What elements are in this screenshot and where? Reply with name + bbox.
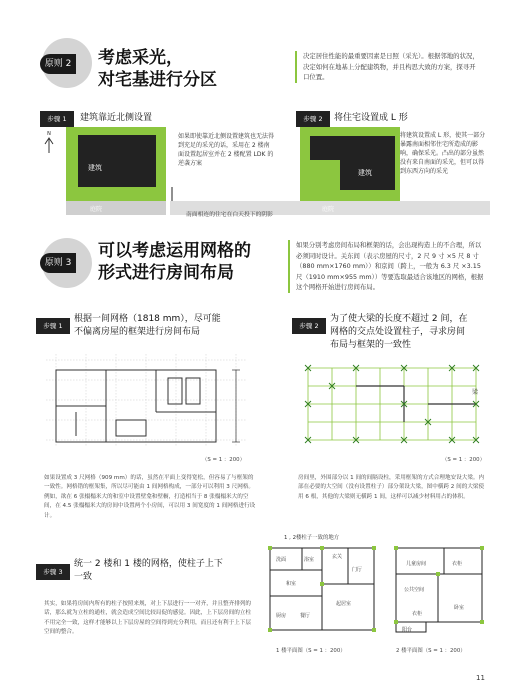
step3-1-title [74,313,264,339]
step3-2-tag: 步骤 2 [292,318,326,334]
step1-building [78,135,156,187]
principle2-title [98,47,288,91]
step1-note: 如果即使靠近北侧设置建筑也无法得到充足的采光的话，采用在 2 楼南面设置起居室并在 2 楼配置 LDK 的逆袭方案 [178,133,275,167]
principle2-desc: 决定居住性能的最重要因素是日照（采光）。根据邻地的状况，决定如何在地基上分配建筑物，并且构思大致的方案，探寻开口位置。 [295,51,480,83]
step3-1-tag: 步骤 1 [36,318,70,334]
room-kids: 儿童房间 [406,561,427,567]
north-arrow-icon [42,137,56,155]
step1-building-label: 建筑 [88,164,102,172]
room-kitchen: 厨房 [276,613,287,619]
principle3-desc: 如果分别考虑房间布局和框架的话，会出现构造上的不合理，所以必须同时设计。关东间（表示房屋的尺寸，2 尺 9 寸 ×5 尺 8 寸（880 mm×1760 mm））和京间（跨上，一般为 6.3 尺 ×3.15 尺（1910 mm×955 mm））等要选取最适合该地区的网格，根据这个网格开始进行房间布局。 [288,240,484,293]
room-entrance: 玄关 [332,554,343,560]
principle2-title-line2: 对宅基进行分区 [98,70,217,90]
plan1-note: 1 , 2楼柱子一致的地方 [284,535,340,541]
step3-2-title-line2: 网格的交点处设置柱子，寻求房间 [330,327,466,337]
room-living: 起居室 [336,601,352,607]
principle3-title [98,240,288,284]
principle2-title-line1: 考虑采光， [98,48,183,68]
step1-garden-label: 庭院 [90,206,103,213]
room-dining: 餐厅 [300,613,311,619]
step3-3-tag: 步骤 3 [36,564,70,580]
step2-building-label: 建筑 [358,169,372,177]
column-grid-plan [300,360,485,455]
step2-L-building [300,130,400,205]
step2-L-shape [300,130,400,205]
step3-1-scale: （S = 1 ：200） [202,457,245,463]
plan1-caption: 1 楼平面图（S = 1 ：200） [276,648,346,654]
principle2-tag: 原则 2 [40,54,76,74]
room-bedroom: 卧室 [454,605,465,611]
step3-1-body: 如果设置成 3 尺网格（909 mm）的话，虽然在平面上变得宽松，但容易了与框架的一致性。网格错的框架集，所以尽可能由 1 间网格构成，一部分可以利用 3 尺网格。例如，欲在 6 张榻榻米大的和室中设置壁龛和壁橱，打造相当于 8 张榻榻米大的空间，在 4.5 张榻榻米大的房间中设置两个小房间，可以用 3 间宽度的 1 间网格进行设计。 [44,475,256,519]
step3-3-body: 其实，如果将房间内所有的柱子按照来规，对上下层进行一一对齐，并且整齐排列的话，那么就为立柱的通柱，就会造成空间比较局促的感觉。因此，上下层房间的立柱不用完全一致，这样才能够以上下层房屋的空间得到充分利用，而且还有利于上下层空间的整合。 [44,601,251,636]
step3-3-title-line1: 统一 2 楼和 1 楼的网格，使柱子上下 [74,559,223,569]
room-closet: 衣柜 [412,611,423,617]
north-label: N [47,131,51,137]
room-bath: 浴室 [304,557,315,563]
step2-note: 将建筑设置成 L 形，使其一部分暴露南面相邻住宅所造成的影响，确保采光。凸出的部分虽然没有来自南面的采光，但可以得到东西方向的采光 [400,132,486,175]
step3-2-title-line3: 布局与框架的一致性 [330,340,412,350]
step1-title: 建筑靠近北侧设置 [80,113,153,123]
step3-1-title-line1: 根据一间网格（1818 mm），尽可能 [74,314,221,324]
room-hall: 门厅 [352,567,363,573]
room-japanese: 和室 [286,581,297,587]
step1-shadow-label: 南面相连的住宅在白天投下的阴影 [186,212,273,218]
step2-title: 将住宅设置成 L 形 [334,113,408,123]
step3-2-title-line1: 为了使大梁的长度不超过 2 间，在 [330,314,468,324]
north-arrow [42,131,56,155]
room-washroom: 洗面 [276,557,287,563]
step2-garden-label: 庭院 [322,206,335,213]
step3-3-title [74,558,254,584]
step3-3-title-line2: 一致 [74,572,93,582]
room-storage: 衣柜 [452,561,463,567]
grid-floor-plan [36,352,256,452]
step2-tag: 步骤 2 [296,111,330,127]
step3-2-beam-label: 梁 [472,389,479,396]
step3-1-title-line2: 不偏离房屋的框架进行房间布局 [74,327,201,337]
page-number: 11 [476,674,485,682]
principle3-tag: 原则 3 [40,253,76,273]
step3-2-scale: （S = 1 ：200） [442,457,485,463]
room-balcony: 阳台 [402,627,413,633]
step1-tag: 步骤 1 [40,111,74,127]
floor-plan-1f [262,540,384,640]
step3-2-title [330,313,495,352]
step3-2-body: 房间里，外围部分以 1 间的间隔设柱，采用框架的方式合理地安设大梁。内部在必要的大空间（没有设置柱子）部分架设大梁，图中横跨 2 间的大梁使用 6 根，其他的大梁则无横跨 1 间，这样可以减少材料用占的体积。 [298,475,485,500]
room-void: 公共空间 [404,587,425,593]
principle3-title-line2: 形式进行房间布局 [98,263,234,283]
principle3-title-line1: 可以考虑运用网格的 [98,241,251,261]
plan2-caption: 2 楼平面图（S = 1 ：200） [396,648,466,654]
step1-road [66,201,166,215]
